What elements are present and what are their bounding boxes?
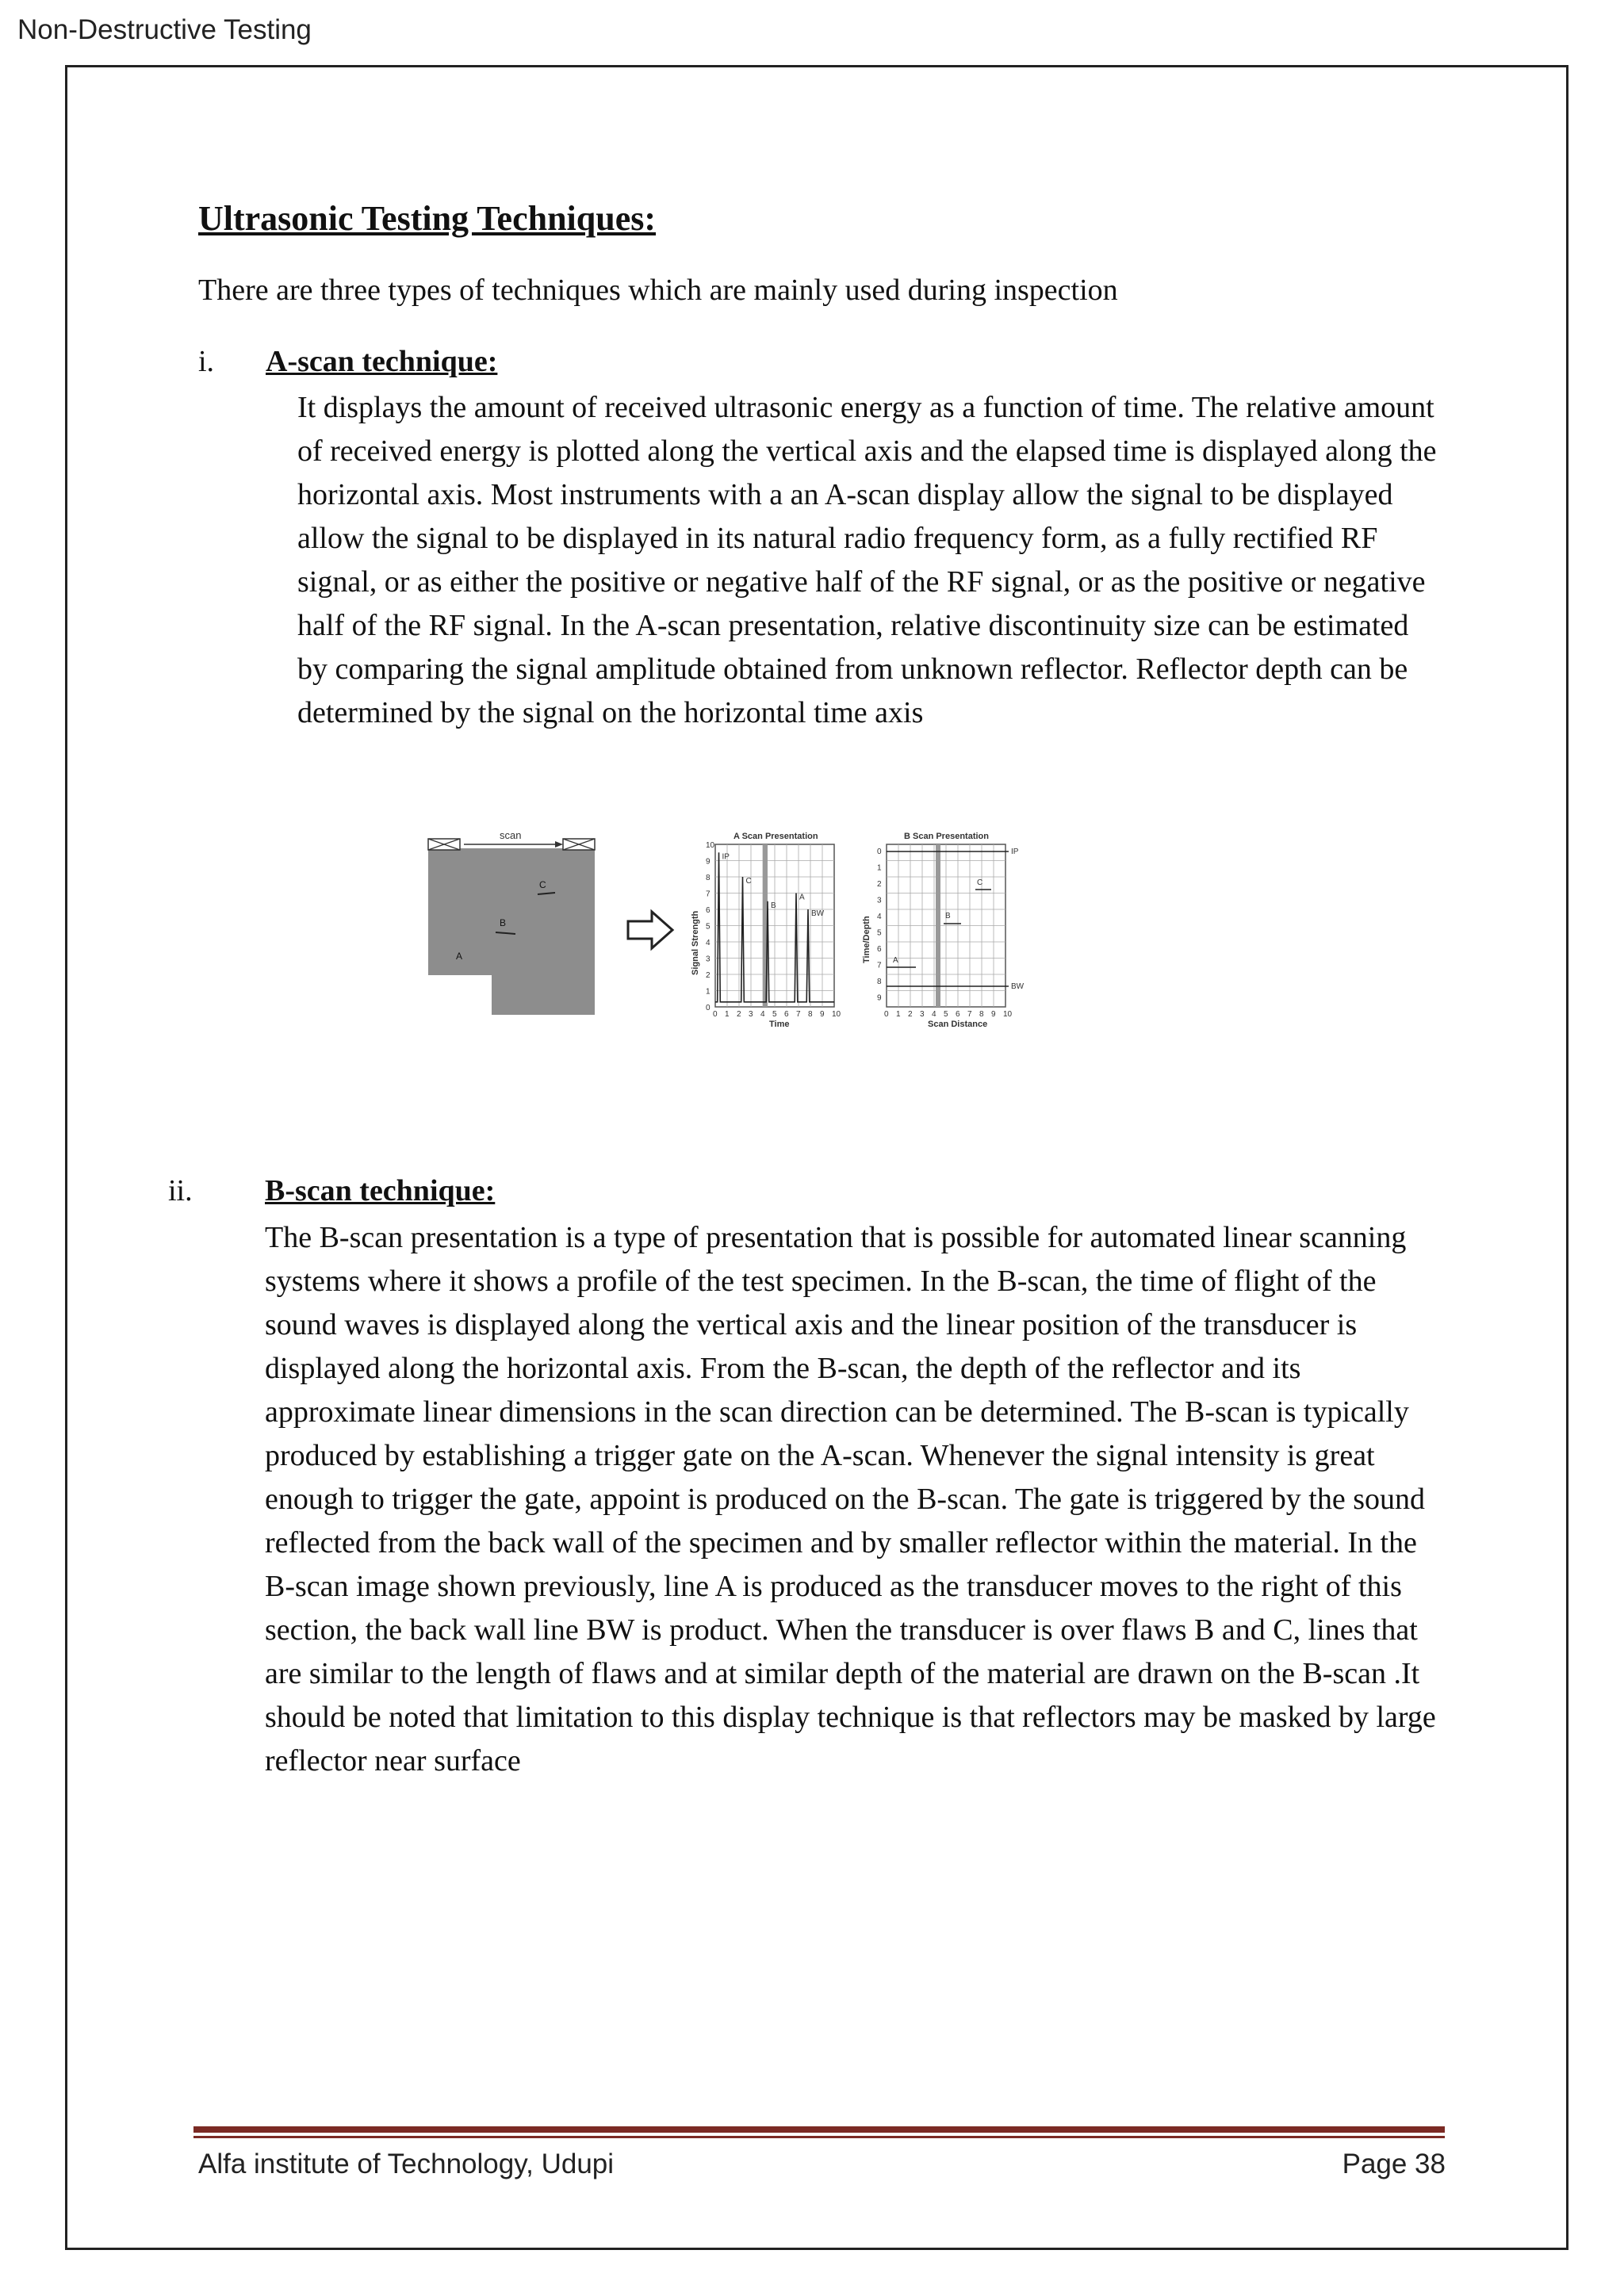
- a-peak-label-3: A: [799, 893, 805, 902]
- a-scan-title: A Scan Presentation: [733, 832, 818, 841]
- b-x-tick: 5: [944, 1010, 948, 1019]
- a-x-tick: 2: [737, 1010, 741, 1019]
- a-x-tick: 5: [772, 1010, 777, 1019]
- b-y-tick: 5: [877, 928, 882, 938]
- a-scan-heading: A-scan technique:: [266, 345, 498, 378]
- a-scan-chart: [691, 832, 841, 1029]
- b-y-tick: 9: [877, 993, 882, 1003]
- b-y-tick: 4: [877, 913, 882, 921]
- b-y-tick: 6: [877, 945, 882, 954]
- a-y-tick: 4: [706, 939, 710, 947]
- scan-label: scan: [500, 829, 522, 841]
- item-number-b: ii.: [168, 1174, 193, 1207]
- b-x-tick: 6: [956, 1010, 960, 1019]
- a-scan-y-ticks: [706, 841, 715, 1012]
- a-x-tick: 4: [760, 1010, 765, 1019]
- b-x-tick: 1: [896, 1010, 901, 1019]
- footer-institution: Alfa institute of Technology, Udupi: [198, 2149, 615, 2179]
- section-intro: There are three types of techniques which are mainly used during inspection: [198, 274, 1118, 307]
- b-x-tick: 0: [884, 1010, 889, 1019]
- b-y-tick: 2: [877, 880, 882, 889]
- b-y-tick: 1: [877, 863, 882, 873]
- a-y-tick: 1: [706, 987, 710, 997]
- a-x-tick: 10: [832, 1010, 841, 1019]
- a-x-tick: 8: [808, 1010, 813, 1019]
- specimen-diagram: [428, 829, 595, 1019]
- b-y-tick: 7: [877, 961, 882, 970]
- flaw-c-label: C: [539, 879, 546, 890]
- b-x-tick: 3: [920, 1010, 925, 1019]
- a-y-tick: 7: [706, 890, 710, 899]
- b-b-label: B: [945, 912, 951, 920]
- b-x-tick: 7: [967, 1010, 972, 1019]
- a-x-tick: 7: [796, 1010, 801, 1019]
- a-y-tick: 5: [706, 922, 710, 932]
- a-y-tick: 10: [706, 841, 715, 850]
- b-x-tick: 9: [991, 1010, 996, 1019]
- a-x-tick: 3: [749, 1010, 753, 1019]
- footer-rule-thin: [193, 2136, 1445, 2138]
- a-y-tick: 0: [706, 1004, 710, 1012]
- item-number-a: i.: [198, 345, 215, 378]
- section-title: Ultrasonic Testing Techniques:: [198, 199, 657, 238]
- a-peak-label-4: BW: [811, 909, 825, 918]
- b-scan-chart: [862, 832, 1025, 1029]
- a-y-tick: 9: [706, 857, 710, 867]
- b-y-tick: 3: [877, 896, 882, 905]
- b-ip-label: IP: [1011, 848, 1019, 856]
- footer-rule: [193, 2126, 1445, 2133]
- a-scan-ylabel: Signal Strength: [691, 910, 700, 975]
- b-x-tick: 10: [1003, 1010, 1013, 1019]
- a-x-tick: 1: [725, 1010, 730, 1019]
- a-y-tick: 6: [706, 906, 710, 915]
- a-x-tick: 9: [820, 1010, 825, 1019]
- a-y-tick: 8: [706, 874, 710, 882]
- b-x-tick: 8: [979, 1010, 984, 1019]
- a-scan-paragraph: It displays the amount of received ultrasonic energy as a function of time. The relative amount of received energy is plotted along the vertical axis and the elapsed time is displayed along the horizontal axis. Most instruments with a an A-scan display allow the signal to be displayed allow the signal to be displayed in its natural radio frequency form, as a fully rectified RF signal, or as either the positive or negative half of the RF signal, or as the positive or negative half of the RF signal. In the A-scan presentation, relative discontinuity size can be estimated by comparing the signal amplitude obtained from unknown reflector. Reflector depth can be determined by the signal on the horizontal time axis: [297, 391, 1437, 729]
- b-scan-xlabel: Scan Distance: [928, 1020, 988, 1029]
- b-x-tick: 4: [932, 1010, 936, 1019]
- b-scan-ylabel: Time/Depth: [862, 916, 871, 963]
- b-bw-label: BW: [1011, 982, 1025, 991]
- a-peak-label-1: C: [745, 877, 752, 886]
- b-scan-title: B Scan Presentation: [904, 832, 989, 841]
- a-peak-label-2: B: [771, 901, 776, 910]
- running-header: Non-Destructive Testing: [17, 14, 312, 45]
- a-scan-xlabel: Time: [769, 1020, 790, 1029]
- a-scan-x-ticks: [713, 1010, 841, 1019]
- a-peak-label-0: IP: [722, 852, 730, 862]
- b-scan-heading: B-scan technique:: [265, 1174, 496, 1207]
- b-y-tick: 0: [877, 848, 882, 856]
- b-scan-x-ticks: [884, 1010, 1013, 1019]
- a-y-tick: 2: [706, 971, 710, 980]
- b-c-label: C: [977, 878, 983, 887]
- arrow-icon: [628, 912, 672, 948]
- flaw-b-label: B: [500, 917, 507, 928]
- b-scan-y-ticks: [877, 848, 882, 1003]
- b-a-label: A: [893, 956, 898, 965]
- footer-page-number: Page 38: [1342, 2149, 1446, 2179]
- flaw-a-label: A: [456, 951, 463, 962]
- a-y-tick: 3: [706, 955, 710, 964]
- scan-figure: [420, 825, 1213, 1062]
- a-x-tick: 6: [784, 1010, 789, 1019]
- b-x-tick: 2: [908, 1010, 913, 1019]
- a-x-tick: 0: [713, 1010, 718, 1019]
- b-scan-paragraph: The B-scan presentation is a type of presentation that is possible for automated linear scanning systems where it shows a profile of the test specimen. In the B-scan, the time of flight of the sound waves is displayed along the vertical axis and the linear position of the transducer is displayed along the horizontal axis. From the B-scan, the depth of the reflector and its approximate linear dimensions in the scan direction can be determined. The B-scan is typically produced by establishing a trigger gate on the A-scan. Whenever the signal intensity is great enough to trigger the gate, appoint is produced on the B-scan. The gate is triggered by the sound reflected from the back wall of the specimen and by smaller reflector within the material. In the B-scan image shown previously, line A is produced as the transducer moves to the right of this section, the back wall line BW is product. When the transducer is over flaws B and C, lines that are similar to the length of flaws and at similar depth of the material are drawn on the B-scan .It should be noted that limitation to this display technique is that reflectors may be masked by large reflector near surface: [265, 1221, 1436, 1777]
- b-y-tick: 8: [877, 978, 882, 986]
